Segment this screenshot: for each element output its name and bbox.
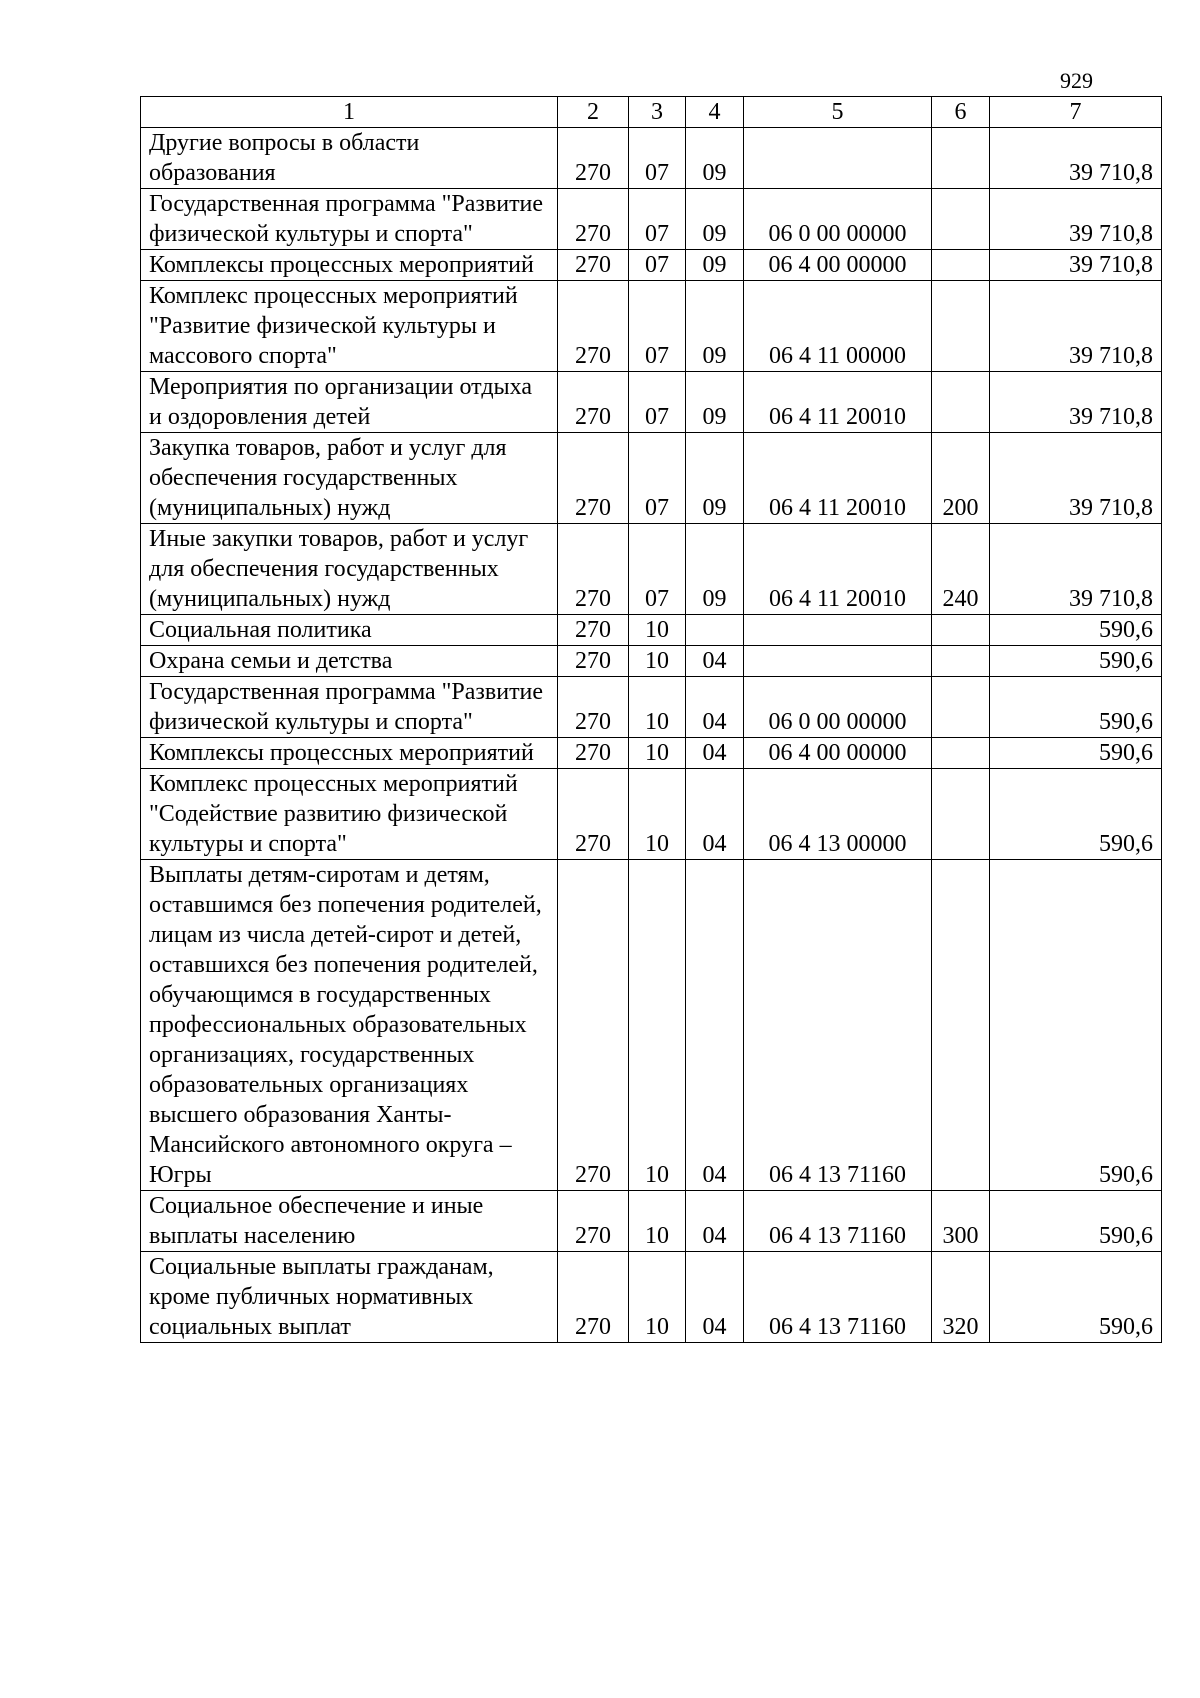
row-code-4: 09 xyxy=(686,189,744,250)
row-code-6: 320 xyxy=(932,1252,990,1343)
row-code-2: 270 xyxy=(558,281,629,372)
row-code-5: 06 4 13 71160 xyxy=(744,1252,932,1343)
row-code-3: 07 xyxy=(629,281,686,372)
row-code-2: 270 xyxy=(558,524,629,615)
row-code-6 xyxy=(932,738,990,769)
row-amount: 39 710,8 xyxy=(990,524,1162,615)
row-code-6: 240 xyxy=(932,524,990,615)
row-code-3: 07 xyxy=(629,524,686,615)
row-name: Охрана семьи и детства xyxy=(141,646,558,677)
row-code-2: 270 xyxy=(558,189,629,250)
table-row xyxy=(141,128,1162,189)
budget-table xyxy=(140,96,1162,1343)
row-amount: 590,6 xyxy=(990,738,1162,769)
column-header-7: 7 xyxy=(990,97,1162,128)
table-row xyxy=(141,524,1162,615)
row-code-2: 270 xyxy=(558,860,629,1191)
row-code-5 xyxy=(744,128,932,189)
row-code-4 xyxy=(686,615,744,646)
row-code-4: 04 xyxy=(686,1252,744,1343)
column-header-2: 2 xyxy=(558,97,629,128)
row-code-5: 06 4 13 71160 xyxy=(744,1191,932,1252)
row-code-2: 270 xyxy=(558,372,629,433)
row-code-4: 09 xyxy=(686,372,744,433)
table-row xyxy=(141,189,1162,250)
row-name: Государственная программа "Развитие физической культуры и спорта" xyxy=(141,677,558,738)
page-number: 929 xyxy=(1060,68,1093,93)
row-code-6 xyxy=(932,860,990,1191)
row-code-5: 06 4 00 00000 xyxy=(744,250,932,281)
row-amount: 39 710,8 xyxy=(990,250,1162,281)
table-row xyxy=(141,1191,1162,1252)
row-code-6 xyxy=(932,769,990,860)
column-header-4: 4 xyxy=(686,97,744,128)
row-amount: 39 710,8 xyxy=(990,372,1162,433)
row-code-4: 04 xyxy=(686,738,744,769)
table-row xyxy=(141,281,1162,372)
row-name: Мероприятия по организации отдыха и оздоровления детей xyxy=(141,372,558,433)
table-row xyxy=(141,646,1162,677)
row-name: Государственная программа "Развитие физической культуры и спорта" xyxy=(141,189,558,250)
row-code-5: 06 4 11 20010 xyxy=(744,433,932,524)
row-code-3: 10 xyxy=(629,1191,686,1252)
row-code-6 xyxy=(932,281,990,372)
row-code-6 xyxy=(932,677,990,738)
row-code-5: 06 4 13 00000 xyxy=(744,769,932,860)
row-code-2: 270 xyxy=(558,1191,629,1252)
table-body xyxy=(141,128,1162,1343)
row-code-3: 07 xyxy=(629,372,686,433)
row-name: Иные закупки товаров, работ и услуг для обеспечения государственных (муниципальных) нужд xyxy=(141,524,558,615)
row-amount: 590,6 xyxy=(990,769,1162,860)
row-code-6: 300 xyxy=(932,1191,990,1252)
row-code-5: 06 4 11 20010 xyxy=(744,524,932,615)
row-code-3: 10 xyxy=(629,738,686,769)
row-code-6 xyxy=(932,615,990,646)
table-header xyxy=(141,97,1162,128)
row-code-2: 270 xyxy=(558,1252,629,1343)
table-row xyxy=(141,738,1162,769)
row-name: Закупка товаров, работ и услуг для обеспечения государственных (муниципальных) нужд xyxy=(141,433,558,524)
table-row xyxy=(141,769,1162,860)
row-code-5 xyxy=(744,646,932,677)
column-header-5: 5 xyxy=(744,97,932,128)
row-code-2: 270 xyxy=(558,128,629,189)
column-header-6: 6 xyxy=(932,97,990,128)
row-code-4: 09 xyxy=(686,128,744,189)
row-code-3: 07 xyxy=(629,433,686,524)
row-code-6 xyxy=(932,372,990,433)
row-code-6 xyxy=(932,189,990,250)
row-amount: 39 710,8 xyxy=(990,281,1162,372)
row-code-3: 10 xyxy=(629,615,686,646)
row-code-6 xyxy=(932,646,990,677)
row-code-3: 10 xyxy=(629,677,686,738)
row-name: Выплаты детям-сиротам и детям, оставшимся без попечения родителей, лицам из числа детей-сирот и детей, оставшихся без попечения родителей, обучающимся в государственных профессиональных образовательных организациях, государственных образовательных организациях высшего образования Ханты-Мансийского автономного округа – Югры xyxy=(141,860,558,1191)
row-amount: 590,6 xyxy=(990,1252,1162,1343)
row-code-3: 07 xyxy=(629,250,686,281)
row-code-2: 270 xyxy=(558,250,629,281)
row-code-3: 10 xyxy=(629,646,686,677)
row-code-4: 04 xyxy=(686,769,744,860)
row-code-6: 200 xyxy=(932,433,990,524)
column-header-1: 1 xyxy=(141,97,558,128)
row-code-2: 270 xyxy=(558,615,629,646)
row-amount: 39 710,8 xyxy=(990,433,1162,524)
row-code-2: 270 xyxy=(558,646,629,677)
row-name: Социальное обеспечение и иные выплаты населению xyxy=(141,1191,558,1252)
row-code-5: 06 4 00 00000 xyxy=(744,738,932,769)
row-code-5 xyxy=(744,615,932,646)
row-name: Комплекс процессных мероприятий "Содействие развитию физической культуры и спорта" xyxy=(141,769,558,860)
table-row xyxy=(141,372,1162,433)
row-code-3: 10 xyxy=(629,769,686,860)
row-code-5: 06 4 13 71160 xyxy=(744,860,932,1191)
row-code-3: 10 xyxy=(629,1252,686,1343)
row-code-4: 04 xyxy=(686,1191,744,1252)
row-code-2: 270 xyxy=(558,677,629,738)
row-amount: 590,6 xyxy=(990,1191,1162,1252)
row-name: Комплекс процессных мероприятий "Развитие физической культуры и массового спорта" xyxy=(141,281,558,372)
table-row xyxy=(141,615,1162,646)
row-code-3: 07 xyxy=(629,189,686,250)
row-name: Другие вопросы в области образования xyxy=(141,128,558,189)
row-code-4: 04 xyxy=(686,677,744,738)
header-row xyxy=(141,97,1162,128)
row-code-4: 04 xyxy=(686,860,744,1191)
row-name: Комплексы процессных мероприятий xyxy=(141,250,558,281)
row-code-5: 06 4 11 20010 xyxy=(744,372,932,433)
row-code-6 xyxy=(932,250,990,281)
row-amount: 590,6 xyxy=(990,677,1162,738)
row-name: Социальная политика xyxy=(141,615,558,646)
row-name: Комплексы процессных мероприятий xyxy=(141,738,558,769)
row-amount: 39 710,8 xyxy=(990,128,1162,189)
table-row xyxy=(141,860,1162,1191)
row-code-5: 06 4 11 00000 xyxy=(744,281,932,372)
row-code-2: 270 xyxy=(558,738,629,769)
row-amount: 590,6 xyxy=(990,615,1162,646)
row-code-3: 10 xyxy=(629,860,686,1191)
table-row xyxy=(141,250,1162,281)
row-code-4: 09 xyxy=(686,433,744,524)
column-header-3: 3 xyxy=(629,97,686,128)
row-code-5: 06 0 00 00000 xyxy=(744,189,932,250)
row-amount: 590,6 xyxy=(990,860,1162,1191)
table-row xyxy=(141,677,1162,738)
row-code-4: 09 xyxy=(686,250,744,281)
row-code-4: 09 xyxy=(686,281,744,372)
row-code-3: 07 xyxy=(629,128,686,189)
table-row xyxy=(141,1252,1162,1343)
row-code-2: 270 xyxy=(558,769,629,860)
row-code-5: 06 0 00 00000 xyxy=(744,677,932,738)
row-code-4: 04 xyxy=(686,646,744,677)
row-amount: 590,6 xyxy=(990,646,1162,677)
row-amount: 39 710,8 xyxy=(990,189,1162,250)
row-code-2: 270 xyxy=(558,433,629,524)
row-code-6 xyxy=(932,128,990,189)
row-code-4: 09 xyxy=(686,524,744,615)
table-row xyxy=(141,433,1162,524)
row-name: Социальные выплаты гражданам, кроме публичных нормативных социальных выплат xyxy=(141,1252,558,1343)
